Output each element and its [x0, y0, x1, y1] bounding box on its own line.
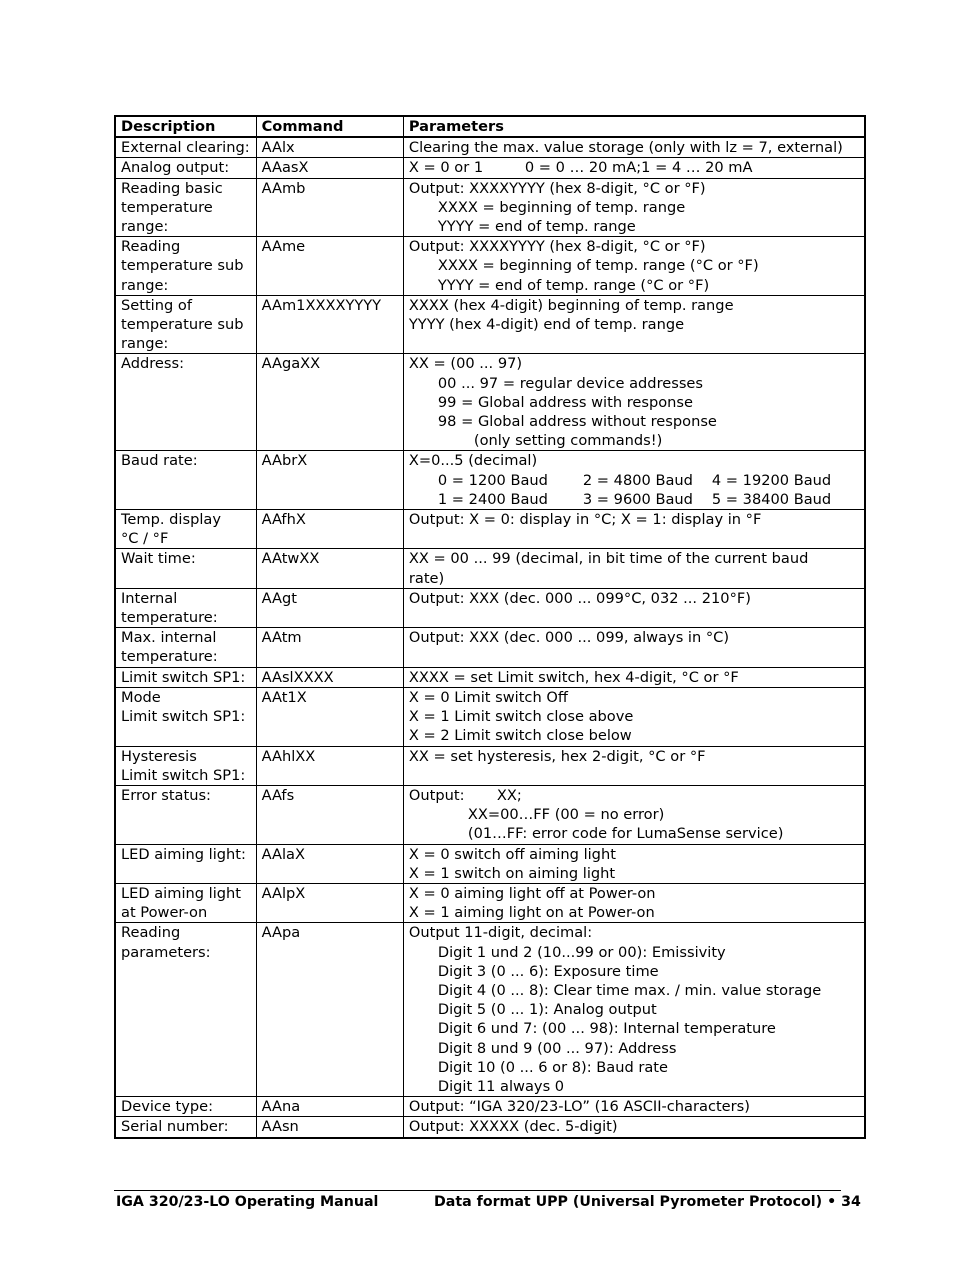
- table-header-row: [115, 116, 865, 137]
- cell-description: [115, 178, 256, 237]
- cell-parameters: [403, 923, 865, 1097]
- baud-option: 3 = 9600 Baud: [582, 490, 693, 508]
- parameter-line: [409, 471, 860, 490]
- table-row: [115, 137, 865, 158]
- table-row: [115, 746, 865, 785]
- cell-command: AAhlXX: [256, 746, 403, 785]
- parameter-line: Digit 11 always 0: [437, 1077, 565, 1095]
- cell-parameters: [403, 237, 865, 296]
- parameter-line: [409, 786, 860, 805]
- cell-command: AAme: [256, 237, 403, 296]
- description-line: temperature sub: [121, 257, 244, 275]
- cell-description: [115, 451, 256, 510]
- cell-description: [115, 746, 256, 785]
- cell-command: AAbrX: [256, 451, 403, 510]
- cell-command: AAna: [256, 1097, 403, 1117]
- header-description: Description: [115, 116, 256, 137]
- parameter-line: X = 0 Limit switch Off: [408, 688, 568, 706]
- table-body: [115, 137, 865, 1137]
- table-row: [115, 923, 865, 1097]
- description-line: Limit switch SP1:: [121, 766, 246, 784]
- parameter-line: 98 = Global address without response: [437, 413, 717, 431]
- table-row: [115, 158, 865, 178]
- cell-command: AAlpX: [256, 883, 403, 922]
- cell-description: [115, 667, 256, 687]
- parameter-line: Digit 1 und 2 (10...99 or 00): Emissivity: [437, 943, 726, 961]
- cell-parameters: [403, 628, 865, 667]
- table-row: [115, 451, 865, 510]
- parameter-line: (01…FF: error code for LumaSense service): [467, 825, 784, 843]
- command-table: [114, 115, 866, 1139]
- parameter-line: X = 1 Limit switch close above: [408, 708, 634, 726]
- description-line: range:: [121, 276, 169, 294]
- cell-parameters: [403, 354, 865, 451]
- description-line: Limit switch SP1:: [121, 708, 246, 726]
- table-row: [115, 844, 865, 883]
- footer-divider: [114, 1190, 841, 1191]
- parameter-line: [409, 158, 860, 177]
- description-line: Reading basic: [121, 179, 223, 197]
- cell-parameters: [403, 137, 865, 158]
- cell-description: [115, 1097, 256, 1117]
- parameter-text: 0 = 0 … 20 mA;1 = 4 … 20 mA: [524, 159, 753, 177]
- description-line: Device type:: [121, 1098, 214, 1116]
- baud-option: 2 = 4800 Baud: [582, 471, 693, 489]
- parameter-line: 99 = Global address with response: [437, 393, 694, 411]
- description-line: temperature:: [121, 648, 218, 666]
- table-row: [115, 295, 865, 354]
- description-line: range:: [121, 218, 169, 236]
- table-row: [115, 588, 865, 627]
- cell-parameters: [403, 178, 865, 237]
- baud-option: 5 = 38400 Baud: [711, 490, 832, 508]
- table-row: [115, 667, 865, 687]
- parameter-line: X = 0 switch off aiming light: [408, 845, 616, 863]
- cell-description: [115, 237, 256, 296]
- cell-command: AAtm: [256, 628, 403, 667]
- parameter-line: Clearing the max. value storage (only with lz = 7, external): [408, 139, 843, 157]
- header-command: Command: [256, 116, 403, 137]
- cell-description: [115, 137, 256, 158]
- description-line: Error status:: [121, 786, 211, 804]
- description-line: parameters:: [121, 943, 211, 961]
- table-row: [115, 1117, 865, 1138]
- cell-description: [115, 354, 256, 451]
- cell-command: AAsn: [256, 1117, 403, 1138]
- description-line: Analog output:: [121, 159, 230, 177]
- parameter-line: Output: XXXXYYYY (hex 8-digit, °C or °F): [408, 179, 706, 197]
- footer-section-page: Data format UPP (Universal Pyrometer Protocol) • 34: [434, 1194, 861, 1210]
- table-row: [115, 687, 865, 746]
- cell-command: AAm1XXXXYYYY: [256, 295, 403, 354]
- cell-parameters: [403, 1117, 865, 1138]
- parameter-text: XX;: [496, 786, 522, 804]
- parameter-line: XXXX = set Limit switch, hex 4-digit, °C or °F: [408, 668, 739, 686]
- cell-command: AAfs: [256, 785, 403, 844]
- description-line: LED aiming light:: [121, 845, 246, 863]
- description-line: Reading: [121, 924, 181, 942]
- parameter-line: Digit 10 (0 ... 6 or 8): Baud rate: [437, 1058, 669, 1076]
- parameter-line: YYYY (hex 4-digit) end of temp. range: [408, 316, 685, 334]
- cell-description: [115, 883, 256, 922]
- table-row: [115, 549, 865, 588]
- cell-command: AAlx: [256, 137, 403, 158]
- parameter-line: XXXX = beginning of temp. range: [437, 198, 686, 216]
- description-line: Max. internal: [121, 629, 217, 647]
- cell-command: AAgt: [256, 588, 403, 627]
- description-line: temperature sub: [121, 316, 244, 334]
- cell-description: [115, 785, 256, 844]
- description-line: Temp. display: [121, 511, 221, 529]
- cell-description: [115, 1117, 256, 1138]
- parameter-line: XX = 00 ... 99 (decimal, in bit time of the current baud: [408, 550, 809, 568]
- cell-parameters: [403, 687, 865, 746]
- cell-command: AAfhX: [256, 510, 403, 549]
- cell-parameters: [403, 667, 865, 687]
- table-row: [115, 628, 865, 667]
- description-line: Hysteresis: [121, 747, 197, 765]
- table-row: [115, 237, 865, 296]
- description-line: Setting of: [121, 296, 192, 314]
- parameter-line: Output: XXXXX (dec. 5-digit): [408, 1118, 618, 1136]
- description-line: Wait time:: [121, 550, 196, 568]
- cell-command: AAlaX: [256, 844, 403, 883]
- parameter-text: X = 0 or 1: [408, 159, 484, 177]
- baud-option: 0 = 1200 Baud: [437, 471, 548, 489]
- parameter-text: Output:: [408, 786, 465, 804]
- cell-command: AAtwXX: [256, 549, 403, 588]
- cell-command: AAasX: [256, 158, 403, 178]
- description-line: External clearing:: [121, 139, 250, 157]
- parameter-line: 00 ... 97 = regular device addresses: [437, 374, 704, 392]
- cell-description: [115, 549, 256, 588]
- description-line: Baud rate:: [121, 452, 198, 470]
- parameter-line: rate): [408, 569, 445, 587]
- parameter-line: X=0...5 (decimal): [408, 452, 538, 470]
- parameter-line: Output: XXXXYYYY (hex 8-digit, °C or °F): [408, 238, 706, 256]
- description-line: temperature: [121, 198, 213, 216]
- cell-parameters: [403, 1097, 865, 1117]
- cell-command: AAgaXX: [256, 354, 403, 451]
- parameter-line: X = 2 Limit switch close below: [408, 727, 632, 745]
- parameter-line: Digit 3 (0 ... 6): Exposure time: [437, 962, 659, 980]
- baud-option: 1 = 2400 Baud: [437, 490, 548, 508]
- cell-parameters: [403, 883, 865, 922]
- cell-description: [115, 923, 256, 1097]
- cell-parameters: [403, 785, 865, 844]
- cell-description: [115, 687, 256, 746]
- parameter-line: XX=00…FF (00 = no error): [467, 806, 665, 824]
- description-line: Reading: [121, 238, 181, 256]
- table-row: [115, 178, 865, 237]
- parameter-line: Output: XXX (dec. 000 ... 099°C, 032 ... 210°F): [408, 589, 751, 607]
- parameter-line: XXXX (hex 4-digit) beginning of temp. range: [408, 296, 734, 314]
- parameter-line: Digit 4 (0 ... 8): Clear time max. / min. value storage: [437, 981, 822, 999]
- table-row: [115, 1097, 865, 1117]
- description-line: Mode: [121, 688, 161, 706]
- description-line: Serial number:: [121, 1118, 229, 1136]
- parameter-line: (only setting commands!): [473, 432, 663, 450]
- parameter-line: Digit 8 und 9 (00 ... 97): Address: [437, 1039, 677, 1057]
- parameter-line: [409, 490, 860, 509]
- cell-description: [115, 295, 256, 354]
- cell-description: [115, 628, 256, 667]
- cell-parameters: [403, 746, 865, 785]
- table-row: [115, 354, 865, 451]
- parameter-line: XX = set hysteresis, hex 2-digit, °C or °F: [408, 747, 706, 765]
- cell-parameters: [403, 588, 865, 627]
- description-line: temperature:: [121, 609, 218, 627]
- description-line: Address:: [121, 355, 185, 373]
- parameter-line: X = 1 switch on aiming light: [408, 864, 616, 882]
- parameter-line: XX = (00 ... 97): [408, 355, 523, 373]
- header-parameters: Parameters: [403, 116, 865, 137]
- footer-manual-title: IGA 320/23-LO Operating Manual: [116, 1194, 379, 1210]
- parameter-line: Digit 6 und 7: (00 ... 98): Internal temperature: [437, 1020, 776, 1038]
- parameter-line: Output: XXX (dec. 000 ... 099, always in °C): [408, 629, 730, 647]
- description-line: range:: [121, 335, 169, 353]
- description-line: LED aiming light: [121, 884, 241, 902]
- table-row: [115, 510, 865, 549]
- description-line: °C / °F: [121, 530, 169, 548]
- parameter-line: XXXX = beginning of temp. range (°C or °F): [437, 257, 759, 275]
- cell-parameters: [403, 295, 865, 354]
- cell-command: AAmb: [256, 178, 403, 237]
- cell-parameters: [403, 844, 865, 883]
- cell-description: [115, 158, 256, 178]
- baud-option: 4 = 19200 Baud: [711, 471, 832, 489]
- parameter-line: YYYY = end of temp. range: [437, 218, 636, 236]
- cell-command: AApa: [256, 923, 403, 1097]
- description-line: Limit switch SP1:: [121, 668, 246, 686]
- cell-description: [115, 588, 256, 627]
- parameter-line: Output: “IGA 320/23-LO” (16 ASCII-characters): [408, 1098, 750, 1116]
- cell-parameters: [403, 158, 865, 178]
- cell-description: [115, 510, 256, 549]
- parameter-line: Digit 5 (0 ... 1): Analog output: [437, 1001, 657, 1019]
- table-row: [115, 883, 865, 922]
- parameter-line: X = 0 aiming light off at Power-on: [408, 884, 656, 902]
- parameter-line: YYYY = end of temp. range (°C or °F): [437, 276, 710, 294]
- description-line: at Power-on: [121, 904, 208, 922]
- parameter-line: Output 11-digit, decimal:: [408, 924, 593, 942]
- cell-parameters: [403, 510, 865, 549]
- cell-command: AAslXXXX: [256, 667, 403, 687]
- parameter-line: Output: X = 0: display in °C; X = 1: display in °F: [408, 511, 762, 529]
- cell-parameters: [403, 549, 865, 588]
- description-line: Internal: [121, 589, 178, 607]
- cell-command: AAt1X: [256, 687, 403, 746]
- cell-description: [115, 844, 256, 883]
- table-row: [115, 785, 865, 844]
- cell-parameters: [403, 451, 865, 510]
- parameter-line: X = 1 aiming light on at Power-on: [408, 904, 655, 922]
